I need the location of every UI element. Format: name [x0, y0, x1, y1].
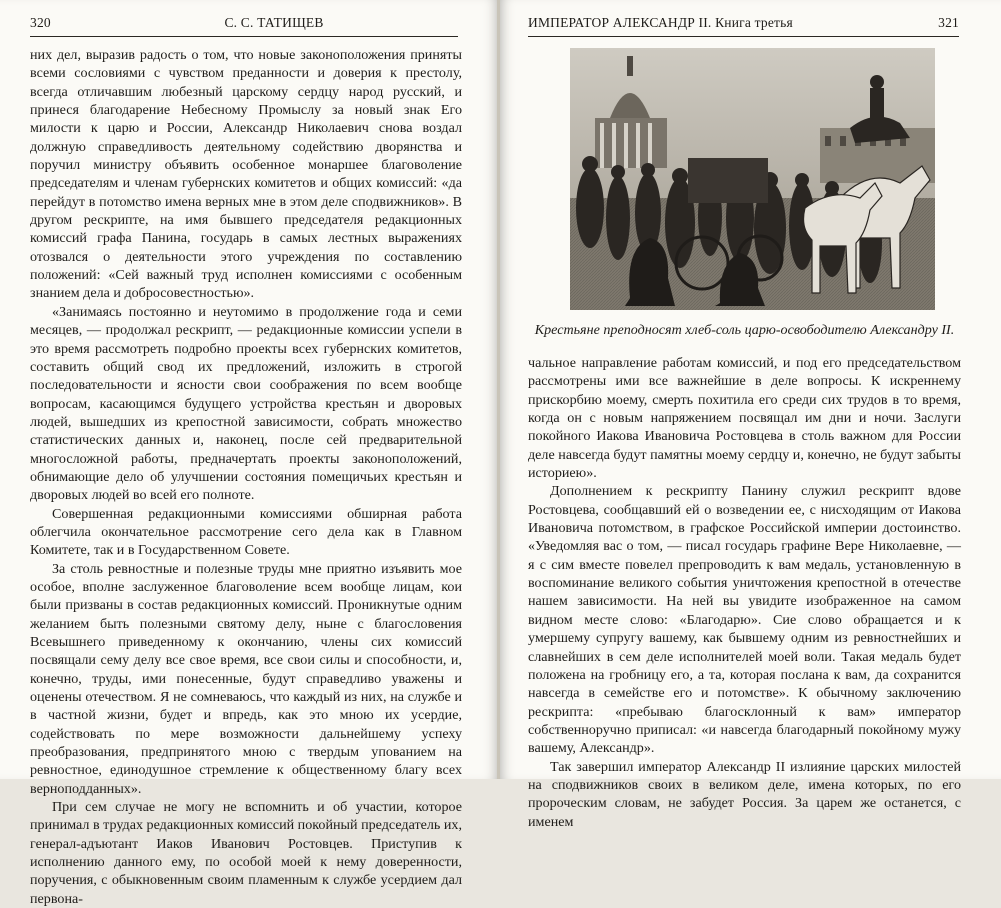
paragraph: За столь ревностные и полезные труды мне приятно изъявить мое особое, вполне заслуженное благоволение всем вообще лицам, кои были призваны в состав редакционных комиссий. Проникнутые одним желанием быть полезными святому делу, ныне с благословения Всевышнего приведенному к окончанию, члены сих комиссий посвящали сему делу все свое время, все свои силы и способности, и, конечно, труды, ими понесенные, будут справедливо уважены и оценены отечеством. Я не сомневаюсь, что каждый из них, на службе и в частной жизни, будет и впредь, как это мною их усердие, содействовать по мере возможности дальнейшему успеху преобразования, предпринятого мною с твердым упованием на ревностное, единодушное стремление к общественному благу всех верноподданных».: [30, 560, 462, 797]
paragraph: «Занимаясь постоянно и неутомимо в продолжение года и семи месяцев, — продолжал рескрипт, — редакционные комиссии успели в это время рассмотреть подробно проекты всех губернских комитетов, составить общий свод их предложений, изложить в строгой последовательности и ясности свои соображения по всем вообще вопросам, касающимся будущего устройства крестьян и дворовых людей, вышедших из крепостной зависимости, собрать множество статистических данных и, наконец, после сей предварительной многосложной работы, предначертать проекты законоположений, обнимающие дело об улучшении состояния помещичьих крестьян и дворовых людей во всей его полноте.: [30, 303, 462, 504]
running-head-right: ИМПЕРАТОР АЛЕКСАНДР II. Книга третья: [528, 15, 793, 30]
left-page-header: [30, 12, 458, 34]
paragraph: Дополнением к рескрипту Панину служил рескрипт вдове Ростовцева, сообщавший ей о возведении ее, с нисходящим от Иакова Ивановича потомством, в графское Российской империи достоинство. «Уведомляя вас о том, — писал государь графине Вере Николаевне, — я с сим вместе повелел препроводить к вам медаль, установленную в воспоминание великого события уничтожения крепостной в отечестве нашем зависимости. На ней вы увидите изображенное на самом видном месте слово: «Благодарю». Сие слово обращается и к умершему супругу вашему, как бывшему одним из ревностнейших и славнейших в сем деле исполнителей моей воли. Такая медаль будет положена на гробницу его, а та, которая послана к вам, да сохранится навсегда в семействе его и потомстве». К обычному заключению рескрипта: «пребываю благосклонный к вам» император собственноручно приписал: «и навсегда благодарный покойному мужу вашему, Александр».: [528, 483, 961, 757]
page-number-right: 321: [938, 15, 959, 30]
paragraph: Так завершил император Александр II излияние царских милостей на сподвижников своих в великом деле, имена которых, по его пророческим словам, не забудет Россия. За царем же останется, с именем: [528, 758, 961, 830]
engraving-illustration: [570, 48, 935, 310]
paragraph: чальное направление работам комиссий, и под его председательством рассмотрены ими все важнейшие в деле вопросы. К искреннему прискорбию моему, смерть похитила его среди сих трудов в то время, когда он с новым напряжением посвящал им дни и ночи. Заслуги покойного Иакова Ивановича Ростовцева в столь важном для России деле навсегда будут памятны моему сердцу и, конечно, не будут забыты историею».: [528, 355, 961, 482]
right-text-column: [528, 354, 961, 831]
paragraph: При сем случае не могу не вспомнить и об участии, которое принимал в трудах редакционных комиссий покойный председатель их, генерал-адъютант Иаков Иванович Ростовцев. Приступив к исполнению данного ему, по особой моей к нему доверенности, поручения, с обыкновенным своим пламенным к службе усердием дал первона-: [30, 799, 462, 907]
right-page: [500, 0, 1001, 830]
header-rule: [30, 36, 458, 37]
paragraph: Совершенная редакционными комиссиями обширная работа облегчила окончательное рассмотрение сего дела как в Главном Комитете, так и в Государственном Совете.: [30, 505, 462, 559]
right-page-header: [528, 12, 959, 34]
header-rule: [528, 36, 959, 37]
left-page: [0, 0, 498, 907]
illustration-caption: Крестьяне преподносят хлеб-соль царю-освободителю Александру II.: [534, 322, 955, 338]
engraving-crowd-square-horses-icon: [570, 48, 935, 310]
paragraph: них дел, выразив радость о том, что новые законоположения приняты всеми сословиями с чувством преданности и доверия к престолу, всегда отличавшим любезный царскому сердцу народ русский, и принеся благодарение Небесному Промыслу за новый знак Его милости к царю и России, Александр Николаевич снова воздал должную справедливость деятельному содействию дворянства и поручил министру объявить особенное монаршее благоволение председателям и членам губернских комитетов и общих комиссий: «да перейдут в потомство имена верных мне в этом деле сподвижников». В другом рескрипте, на имя бывшего председателя редакционных комиссий графа Панина, государь в самых лестных выражениях отозвался о деятельности этого учреждения по составлению положений: «Сей важный труд исполнен комиссиями с особенным знанием дела и добросовестностью».: [30, 47, 462, 302]
page-number-left: 320: [30, 15, 51, 30]
left-text-column: [30, 46, 462, 908]
running-head-left: С. С. ТАТИЩЕВ: [224, 15, 324, 30]
